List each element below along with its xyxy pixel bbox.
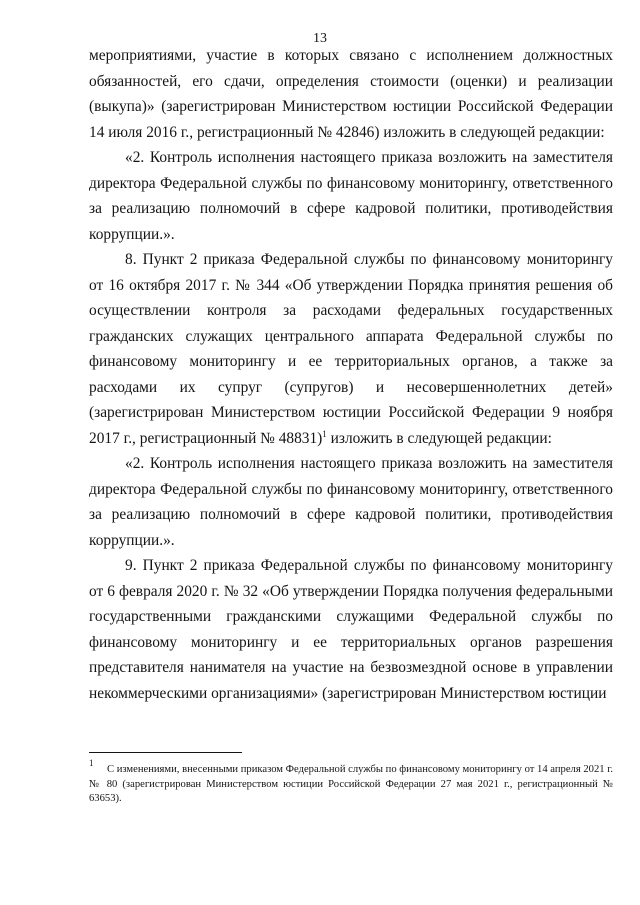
paragraph-3-text: 8. Пункт 2 приказа Федеральной службы по финансовому мониторингу от 16 октября 2017 г. № 344 «Об утверждении Порядка принятия решения об осуществлении контроля за расходами федеральных государственных гражданских служащих центрального аппарата Федеральной службы по финансовому мониторингу и ее территориальных органов, а также за расходами их супруг (супругов) и несовершеннолетних детей» (зарегистрирован Министерством юстиции Российской Федерации 9 ноября 2017 г., регистрационный № 48831) (89, 251, 613, 447)
paragraph-3 (89, 247, 613, 451)
paragraph-2: «2. Контроль исполнения настоящего приказа возложить на заместителя директора Федеральной службы по финансовому мониторингу, ответственного за реализацию полномочий в сфере кадровой политики, противодействия коррупции.». (89, 149, 613, 243)
footnote: $^1$С изменениями, внесенными приказом Федеральной службы по финансовому мониторингу от 14 апреля 2021 г. № 80 (зарегистрирован Министерством юстиции Российской Федерации 27 мая 2021 г., регистрационный № 63653). (89, 758, 613, 804)
paragraph-3-tail: изложить в следующей редакции: (330, 429, 552, 447)
footnote-text: С изменениями, внесенными приказом Федеральной службы по финансовому мониторингу от 14 апреля 2021 г. № 80 (зарегистрирован Министерством юстиции Российской Федерации 27 мая 2021 г., регистрационный № 63653). (89, 764, 613, 804)
footnote-reference[interactable]: 1 (322, 428, 327, 439)
paragraph-1: мероприятиями, участие в которых связано с исполнением должностных обязанностей, его сдачи, определения стоимости (оценки) и реализации (выкупа)» (зарегистрирован Министерством юстиции Российской Федерации 14 июля 2016 г., регистрационный № 42846) изложить в следующей редакции: (89, 47, 613, 141)
paragraph-4: «2. Контроль исполнения настоящего приказа возложить на заместителя директора Федеральной службы по финансовому мониторингу, ответственного за реализацию полномочий в сфере кадровой политики, противодействия коррупции.». (89, 455, 613, 549)
paragraph-5: 9. Пункт 2 приказа Федеральной службы по финансовому мониторингу от 6 февраля 2020 г. № 32 «Об утверждении Порядка получения федеральными государственными гражданскими служащими Федеральной службы по финансовому мониторингу и ее территориальных органов разрешения представителя нанимателя на участие на безвозмездной основе в управлении некоммерческими организациями» (зарегистрирован Министерством юстиции (89, 557, 613, 702)
page-number: 13 (313, 31, 327, 46)
footnote-divider (89, 752, 242, 753)
document-body (89, 43, 613, 706)
